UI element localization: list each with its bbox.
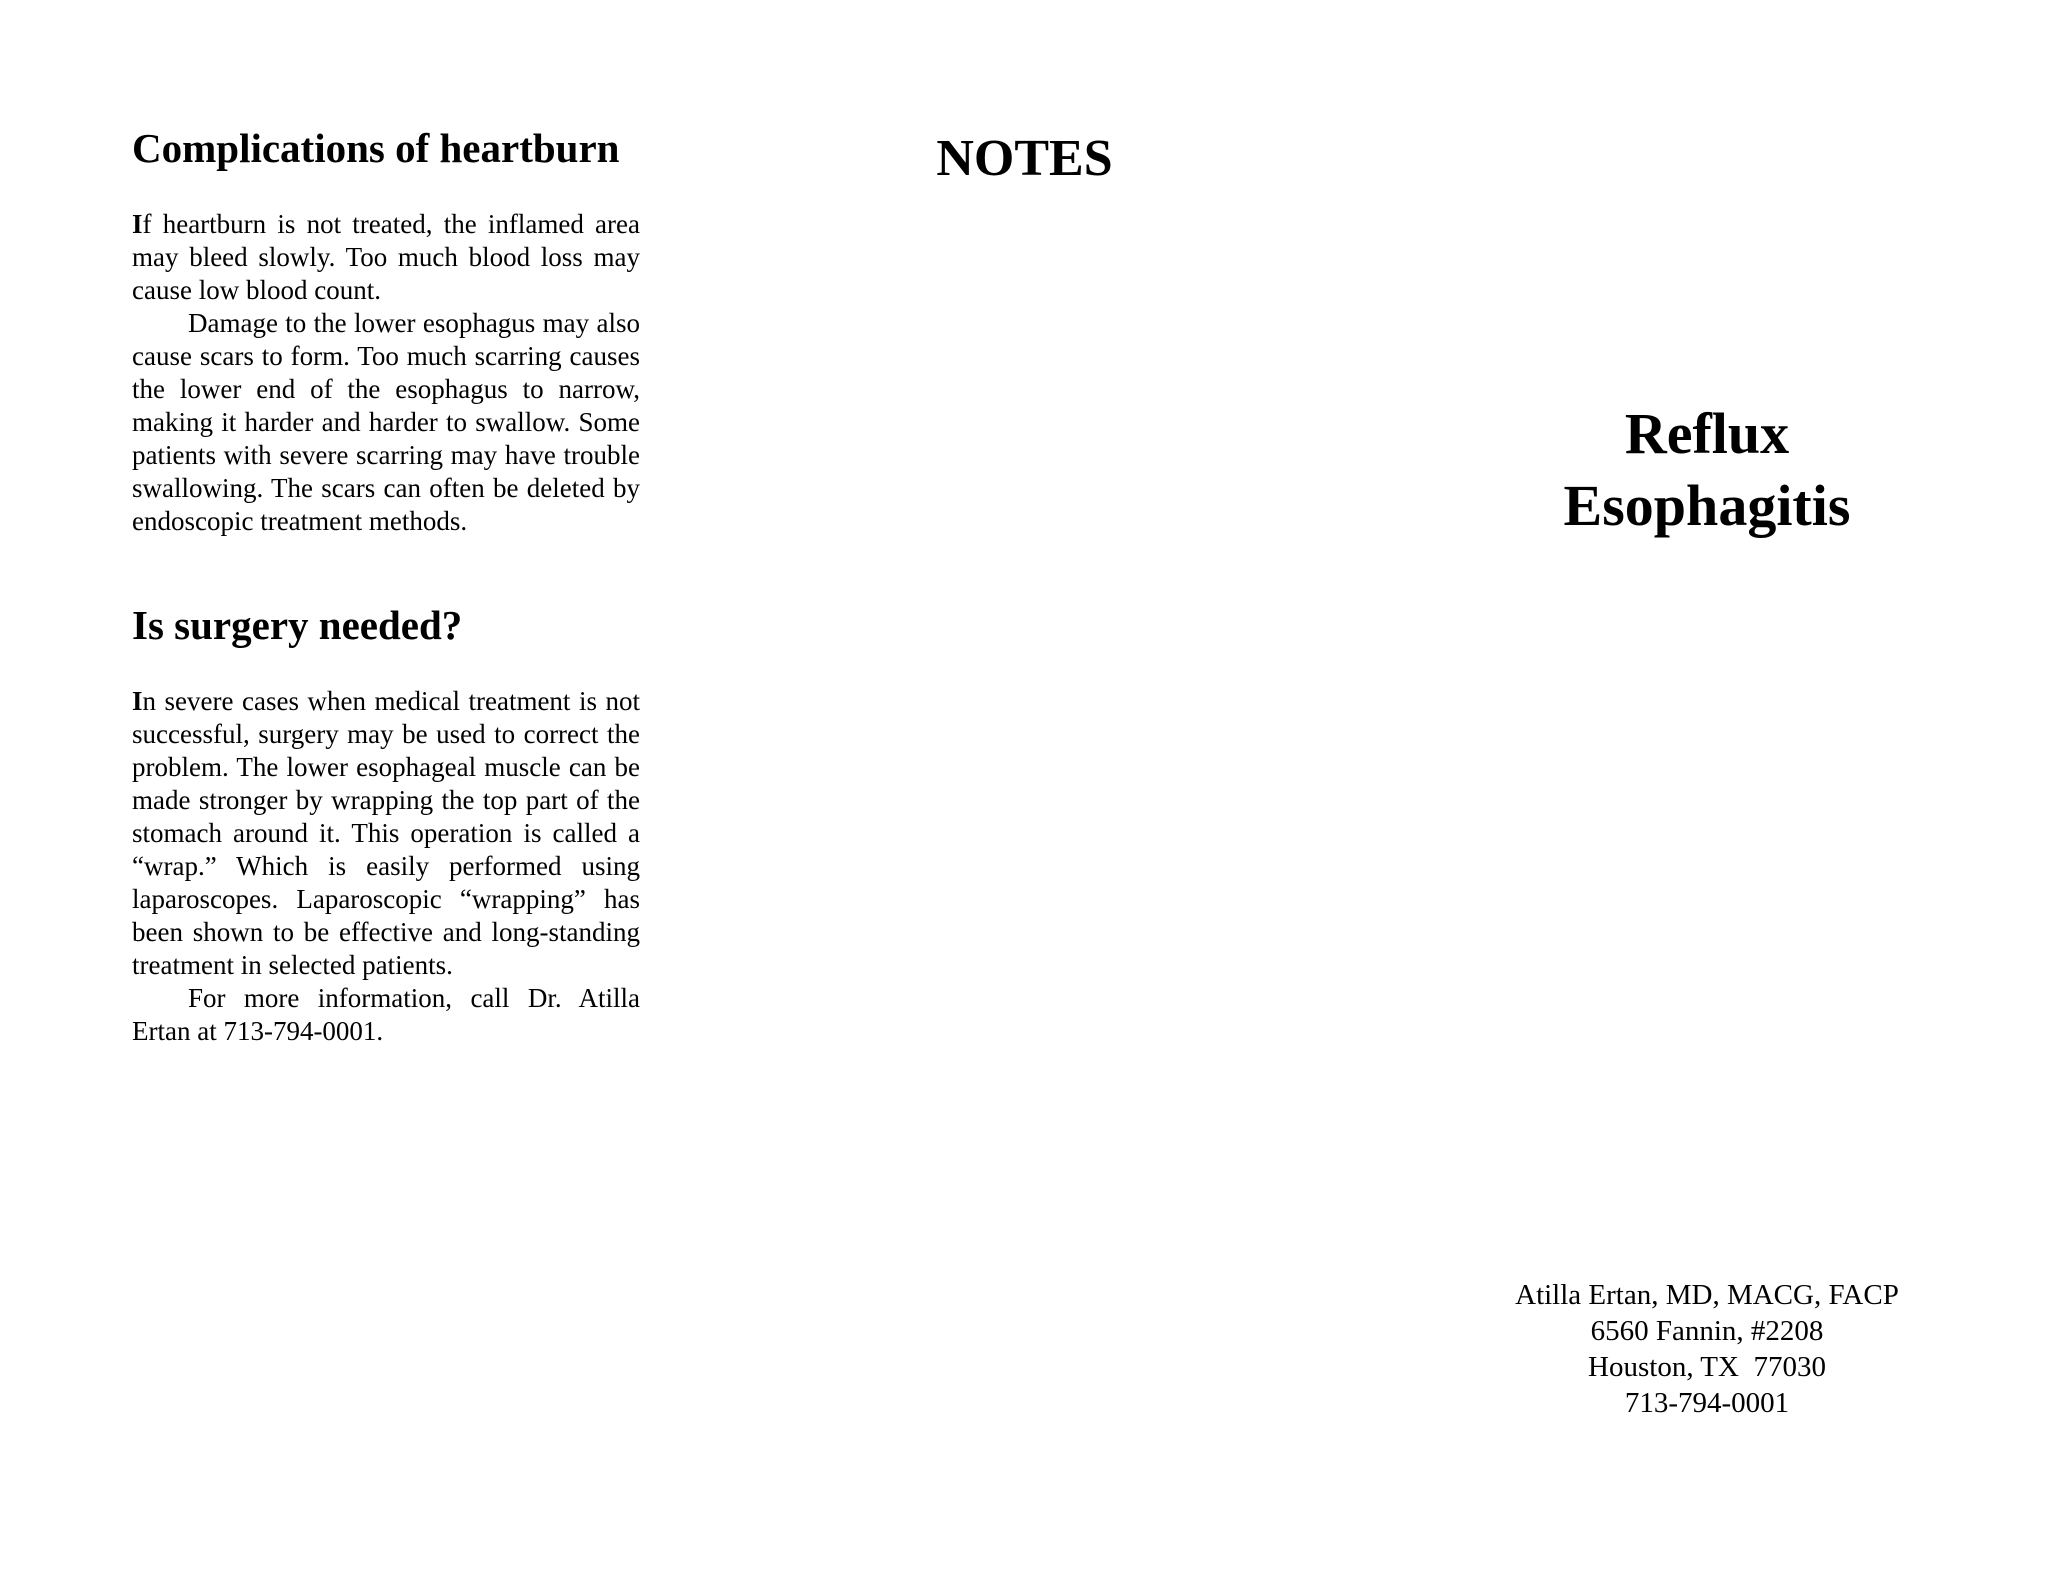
middle-panel <box>683 0 1366 1582</box>
dropcap: I <box>132 686 143 716</box>
title-line-2: Esophagitis <box>1563 473 1851 538</box>
surgery-paragraph-1 <box>132 685 640 982</box>
contact-name: Atilla Ertan, MD, MACG, FACP <box>1515 1279 1899 1311</box>
contact-street: 6560 Fannin, #2208 <box>1590 1315 1824 1347</box>
complications-heading: Complications of heartburn <box>132 125 620 171</box>
complications-paragraph-1 <box>132 208 640 307</box>
surgery-heading: Is surgery needed? <box>132 602 463 648</box>
dropcap: I <box>132 209 143 239</box>
notes-heading: NOTES <box>936 130 1113 187</box>
paragraph-text: f heartburn is not treated, the inflamed area may bleed slowly. Too much blood loss may cause low blood count. <box>132 209 640 305</box>
contact-phone: 713-794-0001 <box>1624 1387 1790 1419</box>
surgery-paragraph-2: For more information, call Dr. Atilla Ertan at 713-794-0001. <box>132 983 640 1046</box>
complications-text <box>132 208 640 538</box>
paragraph-text: n severe cases when medical treatment is not successful, surgery may be used to correct the problem. The lower esophageal muscle can be made stronger by wrapping the top part of the stomach around it. This operation is called a “wrap.” Which is easily performed using laparoscopes. Laparoscopic “wrapping” has been shown to be effective and long-standing treatment in selected patients. <box>132 686 640 980</box>
complications-paragraph-2: Damage to the lower esophagus may also cause scars to form. Too much scarring causes the lower end of the esophagus to narrow, making it harder and harder to swallow. Some patients with severe scarring may have trouble swallowing. The scars can often be deleted by endoscopic treatment methods. <box>132 308 640 536</box>
contact-block <box>1366 1277 2048 1421</box>
title-line-1: Reflux <box>1624 401 1790 466</box>
left-panel <box>0 0 683 1582</box>
contact-city: Houston, TX 77030 <box>1588 1351 1826 1383</box>
surgery-text <box>132 685 640 1048</box>
right-panel <box>1366 0 2048 1582</box>
brochure-title <box>1366 398 2048 542</box>
